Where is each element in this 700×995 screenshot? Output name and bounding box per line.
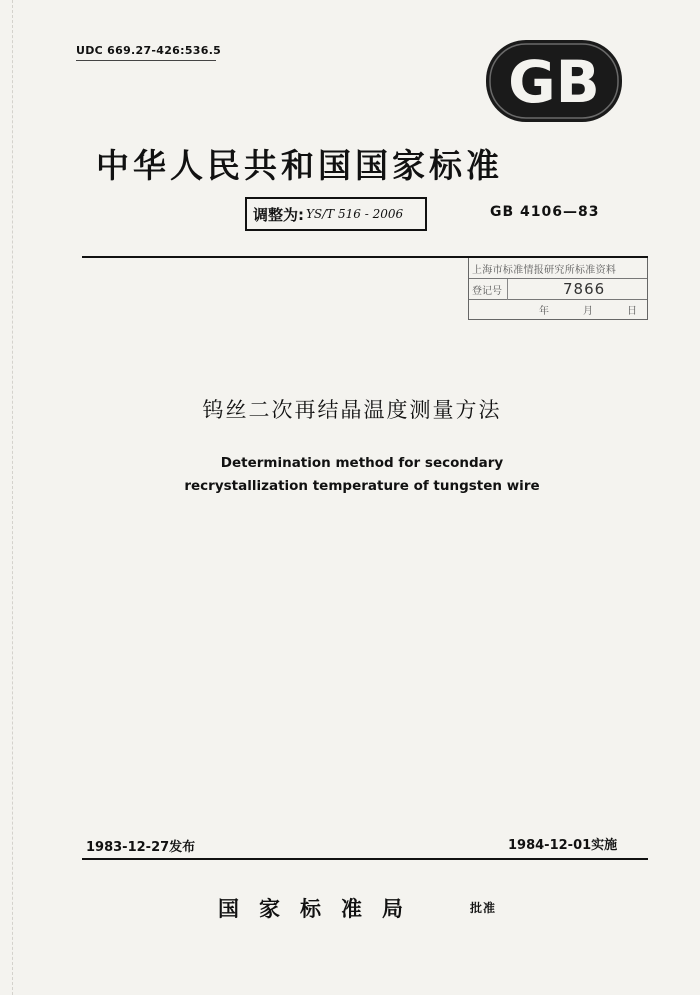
registration-header: 上海市标准情报研究所标准资料: [469, 258, 647, 279]
document-title-en-line1: Determination method for secondary: [220, 455, 504, 471]
gb-logo-text: GB: [508, 48, 600, 116]
document-title-en: [150, 452, 574, 498]
registration-day: 日: [627, 306, 637, 317]
registration-number: 7866: [563, 280, 606, 298]
national-standard-title: 中华人民共和国国家标准: [96, 146, 503, 185]
adjustment-handwritten-number: YS/T 516 - 2006: [306, 207, 404, 221]
document-title-cn: 钨丝二次再结晶温度测量方法: [202, 398, 502, 422]
implementation-date: 1984-12-01实施: [508, 838, 618, 853]
gb-logo: [486, 40, 622, 122]
document-title-en-line2: recrystallization temperature of tungsten wire: [184, 478, 540, 494]
issuing-authority: 国家标准局: [218, 897, 423, 921]
udc-code: UDC 669.27-426:536.5: [76, 44, 222, 57]
registration-divider: [507, 279, 508, 300]
adjustment-stamp: [245, 197, 427, 231]
approval-label: 批准: [470, 901, 497, 915]
registration-month: 月: [583, 306, 593, 317]
issue-date: 1983-12-27发布: [86, 840, 196, 855]
registration-year: 年: [539, 306, 549, 317]
footer-rule: [82, 858, 648, 860]
standard-number: GB 4106—83: [490, 204, 600, 220]
registration-number-row: [469, 279, 647, 300]
registration-stamp: [468, 258, 648, 320]
scan-edge-line: [12, 0, 13, 995]
registration-date-row: [469, 300, 647, 319]
udc-underline: [76, 60, 216, 61]
adjustment-label: 调整为:: [253, 205, 304, 224]
registration-label: 登记号: [472, 286, 502, 297]
